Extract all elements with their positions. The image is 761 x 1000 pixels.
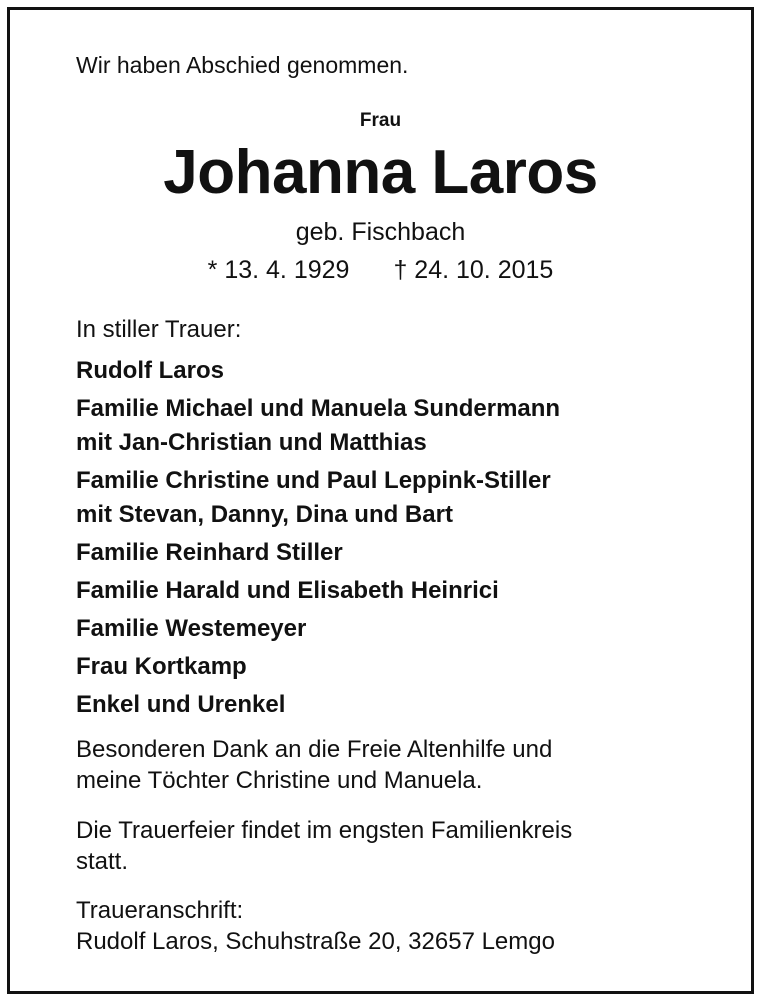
mourner-item xyxy=(76,392,560,460)
funeral-service-text xyxy=(76,815,572,877)
service-line: statt. xyxy=(76,848,129,875)
mourner-item xyxy=(76,354,560,388)
death-date: † 24. 10. 2015 xyxy=(393,256,554,284)
mourner-line: Familie Westemeyer xyxy=(76,615,307,642)
mourner-list xyxy=(76,354,560,726)
mourner-line: Familie Michael und Manuela Sundermann xyxy=(76,395,561,422)
thanks-text xyxy=(76,734,552,796)
mourner-item xyxy=(76,536,560,570)
mourner-line: Enkel und Urenkel xyxy=(76,691,286,718)
condolence-address xyxy=(76,895,555,957)
mourner-item xyxy=(76,464,560,532)
deceased-name: Johanna Laros xyxy=(163,138,598,207)
intro-text: Wir haben Abschied genommen. xyxy=(76,52,409,78)
service-line: Die Trauerfeier findet im engsten Familienkreis xyxy=(76,817,573,844)
mourner-line: Familie Harald und Elisabeth Heinrici xyxy=(76,577,499,604)
mourner-line: mit Jan-Christian und Matthias xyxy=(76,429,427,456)
thanks-line: meine Töchter Christine und Manuela. xyxy=(76,767,483,794)
mourner-line: Rudolf Laros xyxy=(76,357,224,384)
address-line: Rudolf Laros, Schuhstraße 20, 32657 Lemgo xyxy=(76,928,555,955)
address-label: Traueranschrift: xyxy=(76,897,244,924)
mourner-line: Familie Christine und Paul Leppink-Stiller xyxy=(76,467,551,494)
salutation: Frau xyxy=(359,110,402,131)
maiden-name: geb. Fischbach xyxy=(295,218,466,246)
mourning-title: In stiller Trauer: xyxy=(76,316,242,343)
mourner-item xyxy=(76,688,560,722)
mourner-item xyxy=(76,650,560,684)
life-dates xyxy=(0,256,761,285)
birth-date: * 13. 4. 1929 xyxy=(207,256,350,284)
thanks-line: Besonderen Dank an die Freie Altenhilfe und xyxy=(76,736,553,763)
mourner-item xyxy=(76,612,560,646)
mourner-line: Frau Kortkamp xyxy=(76,653,247,680)
mourner-line: mit Stevan, Danny, Dina und Bart xyxy=(76,501,453,528)
mourner-line: Familie Reinhard Stiller xyxy=(76,539,343,566)
mourner-item xyxy=(76,574,560,608)
